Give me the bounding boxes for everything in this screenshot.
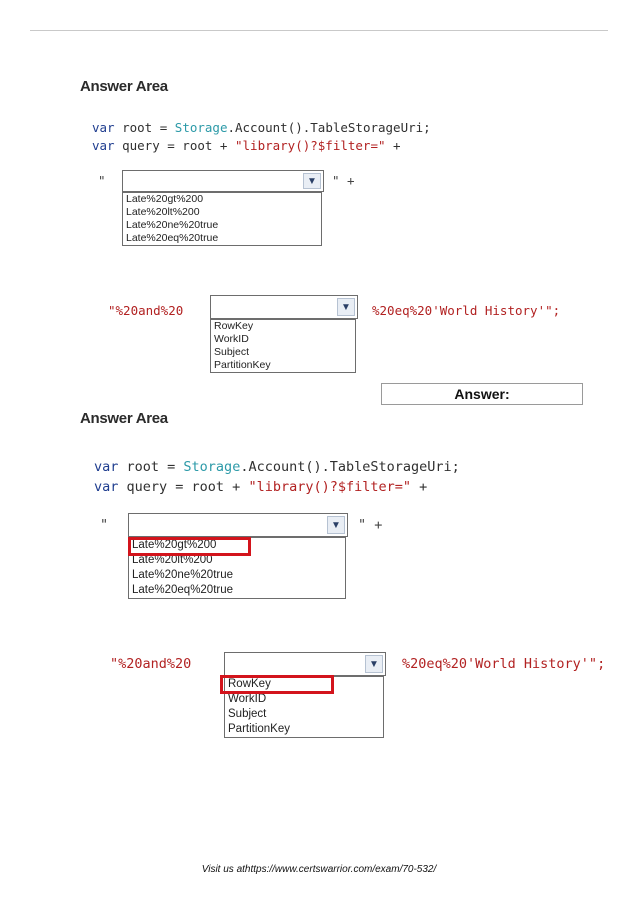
string-literal: "library()?$filter="	[248, 479, 411, 495]
key-dropdown-list	[210, 319, 356, 373]
key-option[interactable]: Subject	[214, 346, 250, 358]
filter-option[interactable]: Late%20gt%200	[132, 539, 217, 551]
code-text: query = root +	[118, 479, 249, 495]
row1-prefix: "	[98, 173, 106, 188]
solution-answer-area	[80, 410, 606, 755]
filter-option[interactable]: Late%20lt%200	[126, 206, 200, 218]
key-dropdown[interactable]	[224, 652, 386, 676]
keyword-var: var	[92, 120, 115, 135]
string-literal: "library()?$filter="	[235, 138, 386, 153]
selected-answer-highlight	[128, 537, 251, 556]
filter-option[interactable]: Late%20ne%20true	[132, 569, 234, 581]
row2-suffix: %20eq%20'World History'";	[372, 303, 561, 318]
code-text: .Account().TableStorageUri;	[240, 459, 460, 475]
chevron-down-icon[interactable]: ▼	[327, 516, 345, 534]
selected-answer-highlight	[220, 675, 334, 694]
filter-dropdown[interactable]	[122, 170, 324, 192]
chevron-down-icon[interactable]: ▼	[337, 298, 355, 316]
filter-dropdown-list	[122, 192, 322, 246]
row1-suffix: " +	[358, 517, 383, 533]
type-name: Storage	[183, 459, 241, 475]
key-option[interactable]: PartitionKey	[228, 723, 291, 735]
filter-option[interactable]: Late%20eq%20true	[126, 232, 219, 244]
key-option[interactable]: RowKey	[214, 320, 254, 332]
code-line-2	[92, 138, 401, 153]
key-option[interactable]: WorkID	[214, 333, 249, 345]
filter-option[interactable]: Late%20lt%200	[132, 554, 213, 566]
code-line-1	[94, 459, 460, 475]
footer-link[interactable]: Visit us athttps://www.certswarrior.com/exam/70-532/	[201, 864, 437, 875]
code-text: +	[385, 138, 401, 153]
area-title: Answer Area	[80, 78, 168, 95]
key-option[interactable]: RowKey	[228, 678, 271, 690]
code-text: +	[411, 479, 428, 495]
row1-suffix: " +	[332, 173, 355, 188]
area-title: Answer Area	[80, 410, 168, 427]
code-text: root =	[114, 120, 175, 135]
key-option[interactable]: WorkID	[228, 693, 267, 705]
filter-dropdown[interactable]	[128, 513, 348, 537]
code-text: .Account().TableStorageUri;	[227, 120, 431, 135]
code-line-1	[92, 120, 431, 135]
filter-option[interactable]: Late%20gt%200	[126, 193, 204, 205]
chevron-down-icon[interactable]: ▼	[303, 173, 321, 189]
key-dropdown[interactable]	[210, 295, 358, 319]
type-name: Storage	[174, 120, 228, 135]
answer-label: Answer:	[381, 383, 583, 405]
code-text: query = root +	[114, 138, 235, 153]
row2-suffix: %20eq%20'World History'";	[402, 656, 606, 672]
row2-prefix: "%20and%20	[110, 656, 192, 672]
key-option[interactable]: PartitionKey	[214, 359, 271, 371]
code-line-2	[94, 479, 427, 495]
filter-option[interactable]: Late%20eq%20true	[132, 584, 234, 596]
top-rule	[30, 30, 608, 31]
question-answer-area	[80, 78, 600, 378]
row1-prefix: "	[100, 517, 109, 533]
keyword-var: var	[94, 479, 119, 495]
code-text: root =	[118, 459, 184, 475]
keyword-var: var	[94, 459, 119, 475]
key-option[interactable]: Subject	[228, 708, 267, 720]
filter-option[interactable]: Late%20ne%20true	[126, 219, 219, 231]
chevron-down-icon[interactable]: ▼	[365, 655, 383, 673]
keyword-var: var	[92, 138, 115, 153]
row2-prefix: "%20and%20	[108, 303, 184, 318]
